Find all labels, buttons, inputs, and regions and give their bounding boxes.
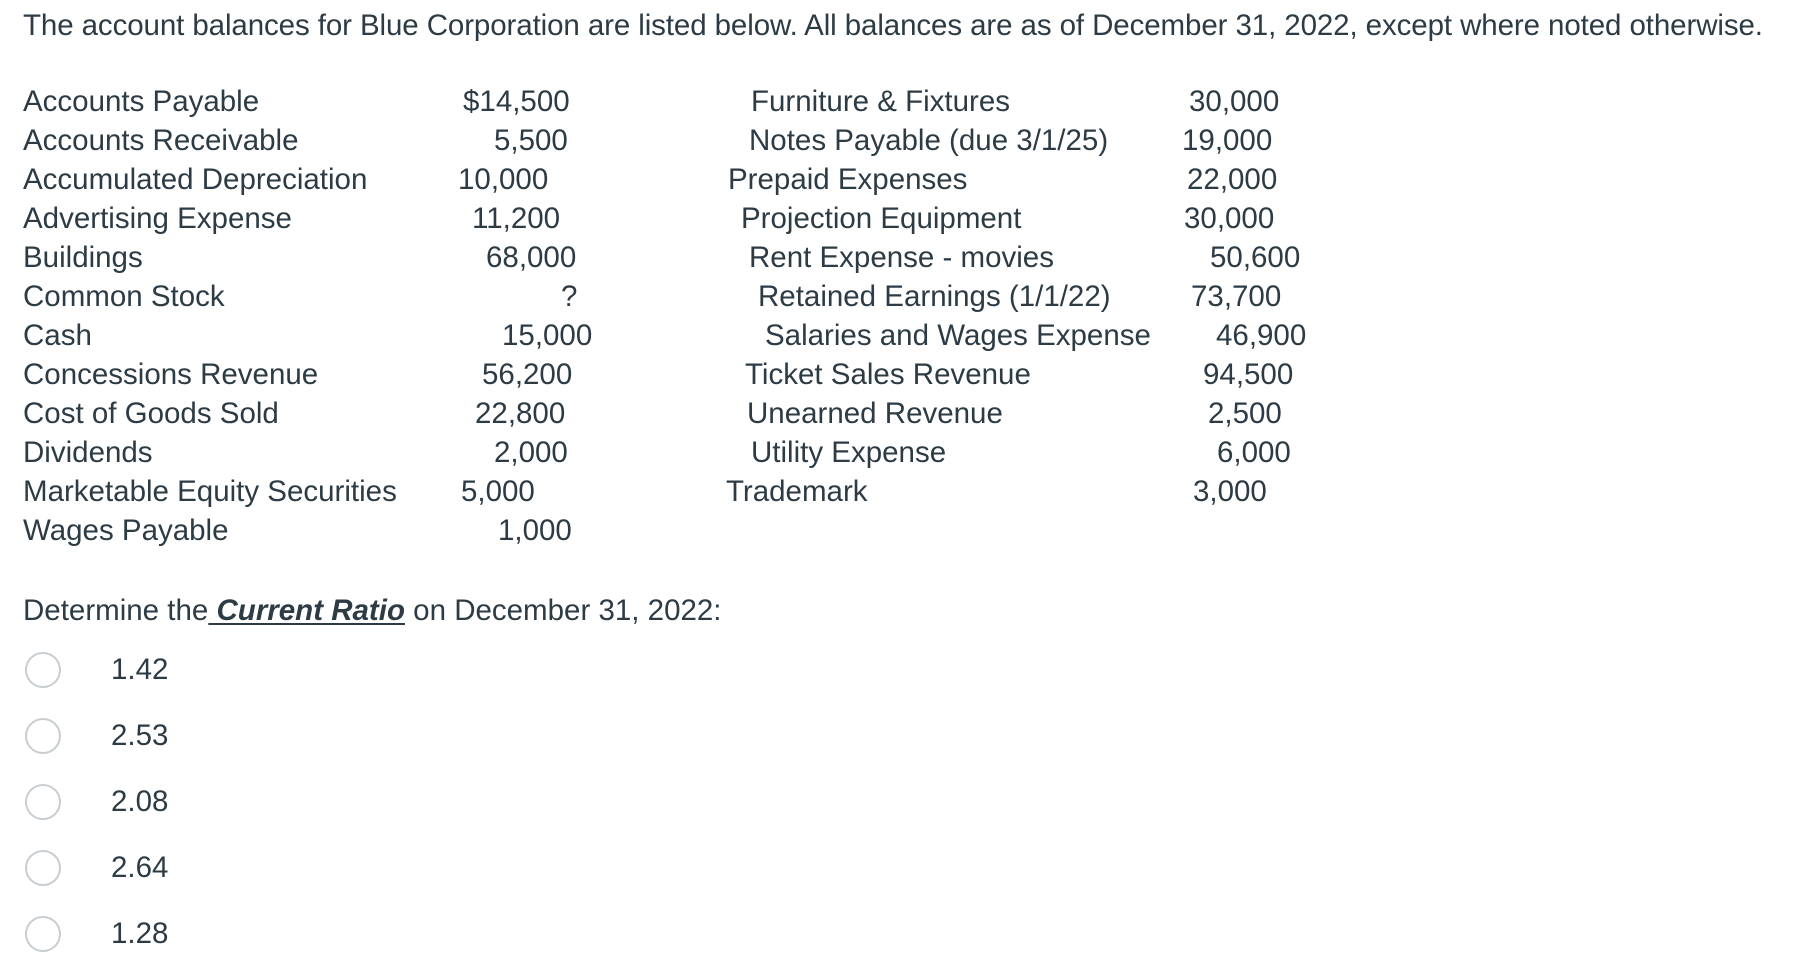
- answer-option[interactable]: [23, 782, 273, 826]
- account-amount: 10,000: [458, 163, 549, 196]
- option-label[interactable]: 2.64: [111, 851, 169, 884]
- account-name: Projection Equipment: [741, 202, 1022, 235]
- radio-button[interactable]: [25, 850, 61, 886]
- account-name: Cash: [23, 319, 92, 352]
- account-name: Concessions Revenue: [23, 358, 319, 391]
- account-name: Marketable Equity Securities: [23, 475, 397, 508]
- option-label[interactable]: 1.28: [111, 917, 169, 950]
- account-amount: 2,500: [1208, 397, 1282, 430]
- answer-option[interactable]: [23, 914, 273, 958]
- account-name: Notes Payable (due 3/1/25): [749, 124, 1109, 157]
- account-amount: 68,000: [486, 241, 577, 274]
- intro-text: The account balances for Blue Corporation are listed below. All balances are as of December 31, 2022, except where noted otherwise.: [23, 9, 1763, 42]
- radio-button[interactable]: [25, 784, 61, 820]
- account-name: Accounts Payable: [23, 85, 260, 118]
- question-prompt: [23, 593, 722, 629]
- account-name: Ticket Sales Revenue: [745, 358, 1031, 391]
- account-amount: 46,900: [1216, 319, 1307, 352]
- account-amount: 5,000: [461, 475, 535, 508]
- account-name: Furniture & Fixtures: [751, 85, 1011, 118]
- account-name: Trademark: [726, 475, 868, 508]
- account-amount: 56,200: [482, 358, 573, 391]
- account-name: Dividends: [23, 436, 153, 469]
- account-amount: 2,000: [494, 436, 568, 469]
- account-name: Utility Expense: [751, 436, 947, 469]
- account-name: Unearned Revenue: [747, 397, 1003, 430]
- account-name: Prepaid Expenses: [728, 163, 968, 196]
- account-name: Accounts Receivable: [23, 124, 299, 157]
- account-name: Buildings: [23, 241, 143, 274]
- account-name: Rent Expense - movies: [749, 241, 1054, 274]
- account-amount: 94,500: [1203, 358, 1294, 391]
- account-name: Advertising Expense: [23, 202, 292, 235]
- account-amount: ?: [561, 280, 578, 313]
- account-amount: 5,500: [494, 124, 568, 157]
- question-term: Current Ratio: [208, 594, 405, 627]
- radio-button[interactable]: [25, 916, 61, 952]
- account-amount: 3,000: [1193, 475, 1267, 508]
- option-label[interactable]: 1.42: [111, 653, 169, 686]
- account-name: Retained Earnings (1/1/22): [758, 280, 1111, 313]
- account-name: Salaries and Wages Expense: [765, 319, 1151, 352]
- answer-option[interactable]: [23, 716, 273, 760]
- radio-button[interactable]: [25, 652, 61, 688]
- option-label[interactable]: 2.08: [111, 785, 169, 818]
- option-label[interactable]: 2.53: [111, 719, 169, 752]
- account-name: Accumulated Depreciation: [23, 163, 368, 196]
- account-amount: 30,000: [1189, 85, 1280, 118]
- account-amount: 19,000: [1182, 124, 1273, 157]
- account-amount: 1,000: [498, 514, 572, 547]
- account-amount: 22,800: [475, 397, 566, 430]
- account-amount: $14,500: [463, 85, 570, 118]
- account-name: Common Stock: [23, 280, 225, 313]
- account-amount: 15,000: [502, 319, 593, 352]
- account-amount: 73,700: [1191, 280, 1282, 313]
- account-amount: 22,000: [1187, 163, 1278, 196]
- account-amount: 50,600: [1210, 241, 1301, 274]
- answer-option[interactable]: [23, 650, 273, 694]
- account-amount: 30,000: [1184, 202, 1275, 235]
- account-name: Wages Payable: [23, 514, 229, 547]
- radio-button[interactable]: [25, 718, 61, 754]
- question-suffix: on December 31, 2022:: [404, 594, 722, 627]
- account-amount: 11,200: [472, 202, 561, 235]
- account-amount: 6,000: [1217, 436, 1291, 469]
- answer-option[interactable]: [23, 848, 273, 892]
- account-name: Cost of Goods Sold: [23, 397, 279, 430]
- question-prefix: Determine the: [23, 594, 209, 627]
